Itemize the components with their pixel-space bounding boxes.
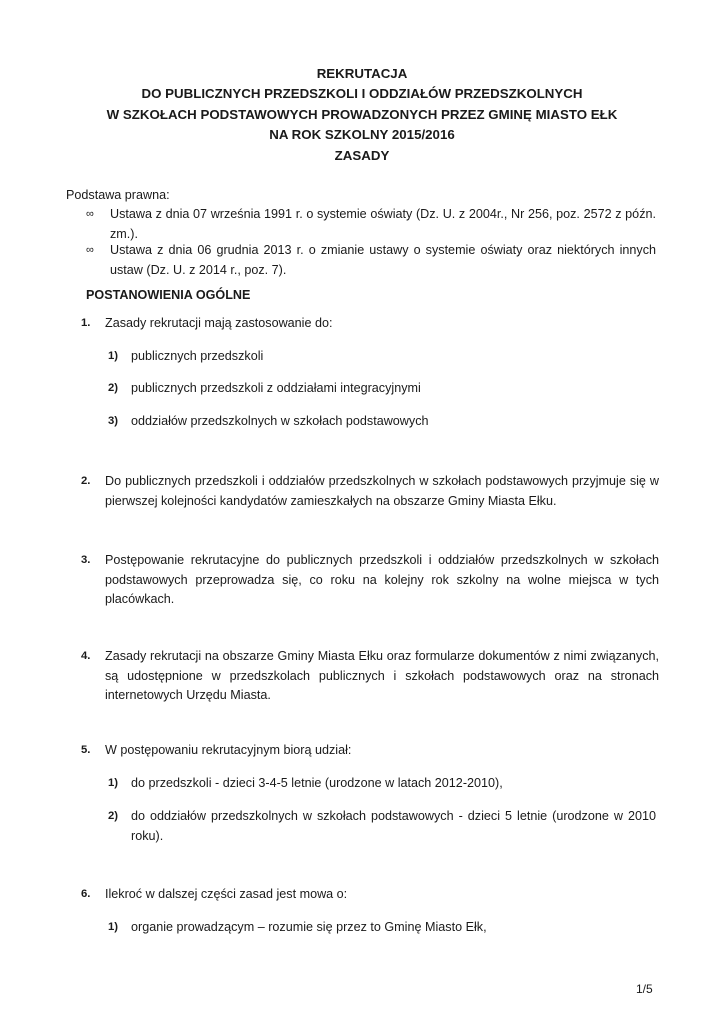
infinity-bullet-icon: ∞ [86,244,94,256]
sub-item-text: oddziałów przedszkolnych w szkołach podstawowych [131,414,429,428]
sub-item-number: 2) [108,382,119,394]
list-item [81,885,659,905]
legal-basis-item [86,241,656,280]
item-text: Zasady rekrutacji na obszarze Gminy Miasta Ełku oraz formularze dokumentów z nimi związanych, są udostępnione w przedszkolach publicznych i szkołach podstawowych oraz na stronach internetowych Urzędu Miasta. [105,649,659,702]
page-number: 1/5 [636,982,653,996]
list-item [81,741,659,761]
legal-basis-item [86,205,656,244]
sub-item-text: do oddziałów przedszkolnych w szkołach podstawowych - dzieci 5 letnie (urodzone w 2010 roku). [131,809,656,843]
legal-basis-label: Podstawa prawna: [66,188,170,202]
title-line: ZASADY [334,147,390,163]
legal-basis-text: Ustawa z dnia 06 grudnia 2013 r. o zmianie ustawy o systemie oświaty oraz niektórych innych ustaw (Dz. U. z 2014 r., poz. 7). [110,243,656,277]
sub-list-item [108,347,656,367]
list-item [81,472,659,511]
sub-item-text: publicznych przedszkoli z oddziałami integracyjnymi [131,381,421,395]
list-item [81,314,659,334]
sub-list-item [108,379,656,399]
title-line: REKRUTACJA [316,66,408,81]
title-line: NA ROK SZKOLNY 2015/2016 [269,127,455,143]
sub-list-item [108,807,656,846]
item-text: W postępowaniu rekrutacyjnym biorą udział: [105,743,352,757]
sub-item-text: publicznych przedszkoli [131,349,264,363]
sub-item-text: do przedszkoli - dzieci 3-4-5 letnie (urodzone w latach 2012-2010), [131,776,503,790]
title-line: W SZKOŁACH PODSTAWOWYCH PROWADZONYCH PRZEZ GMINĘ MIASTO EŁK [106,106,618,122]
sub-item-number: 2) [108,810,119,822]
item-text: Do publicznych przedszkoli i oddziałów przedszkolnych w szkołach podstawowych przyjmuje się w pierwszej kolejności kandydatów zamieszkałych na obszarze Gminy Miasta Ełku. [105,474,659,508]
sub-list-item [108,918,656,938]
sub-item-number: 1) [108,777,119,789]
legal-basis-text: Ustawa z dnia 07 września 1991 r. o systemie oświaty (Dz. U. z 2004r., Nr 256, poz. 2572 z późn. zm.). [110,207,656,241]
item-number: 2. [81,475,91,487]
title-line: DO PUBLICZNYCH PRZEDSZKOLI I ODDZIAŁÓW PRZEDSZKOLNYCH [141,86,583,102]
item-text: Postępowanie rekrutacyjne do publicznych przedszkoli i oddziałów przedszkolnych w szkołach podstawowych przeprowadza się, co roku na kolejny rok szkolny na wolne miejsca w tych placówkach. [105,553,659,606]
item-number: 5. [81,744,91,756]
item-number: 3. [81,554,91,566]
document-title [60,64,664,166]
item-text: Zasady rekrutacji mają zastosowanie do: [105,316,333,330]
item-number: 6. [81,888,91,900]
item-number: 1. [81,317,91,329]
sub-item-number: 3) [108,415,119,427]
item-number: 4. [81,650,91,662]
sub-list-item [108,412,656,432]
list-item [81,647,659,706]
item-text: Ilekroć w dalszej części zasad jest mowa o: [105,887,348,901]
list-item [81,551,659,610]
sub-list-item [108,774,656,794]
infinity-bullet-icon: ∞ [86,208,94,220]
section-heading: POSTANOWIENIA OGÓLNE [86,288,251,302]
sub-item-number: 1) [108,921,119,933]
sub-item-text: organie prowadzącym – rozumie się przez to Gminę Miasto Ełk, [131,920,487,934]
sub-item-number: 1) [108,350,119,362]
